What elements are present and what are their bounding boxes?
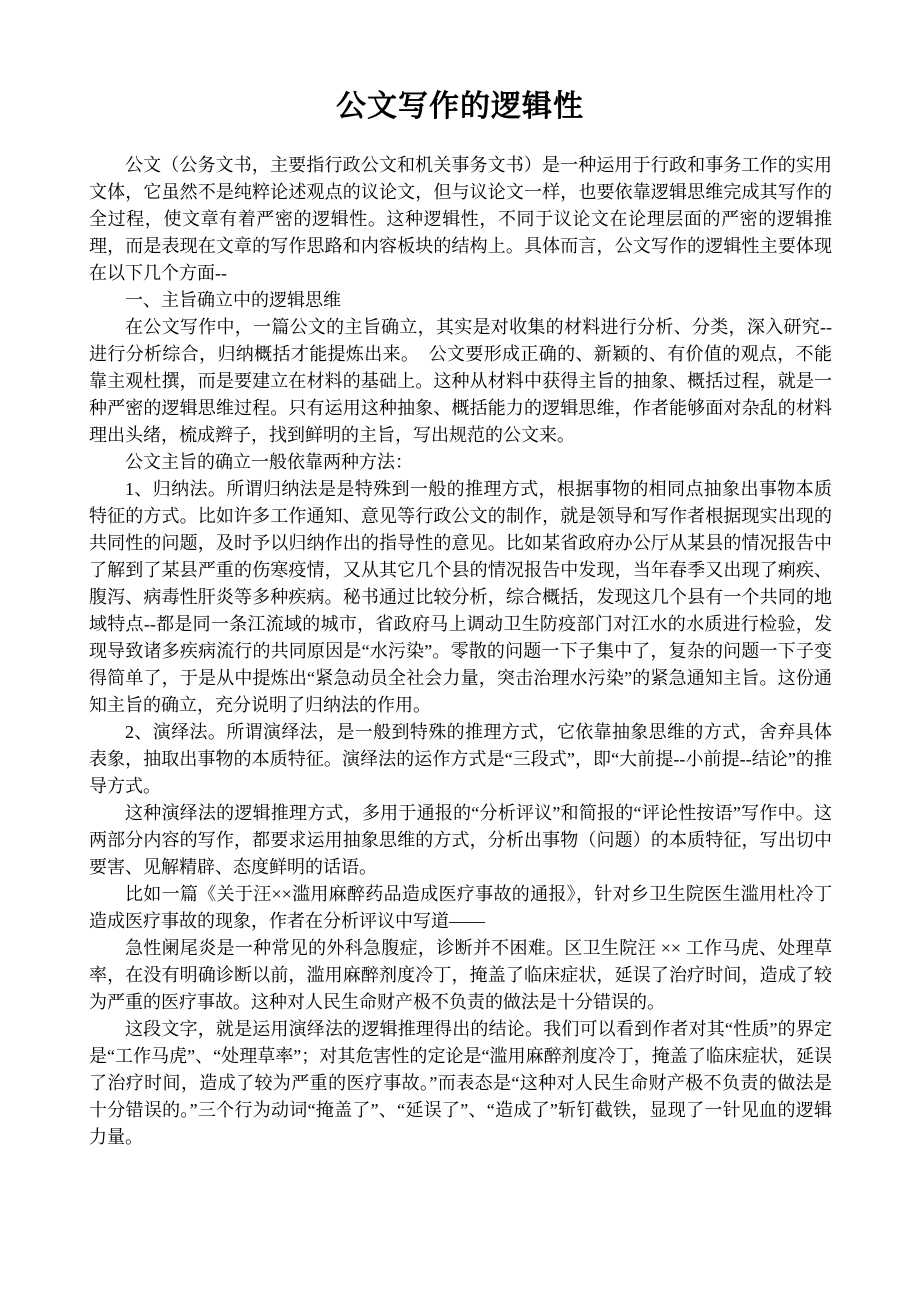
paragraph-intro: 公文（公务文书，主要指行政公文和机关事务文书）是一种运用于行政和事务工作的实用文体，它虽然不是纯粹论述观点的议论文，但与议论文一样，也要依靠逻辑思维完成其写作的全过程，使文章有着严密的逻辑性。这种逻辑性，不同于议论文在论理层面的严密的逻辑推理，而是表现在文章的写作思路和内容板块的结构上。具体而言，公文写作的逻辑性主要体现在以下几个方面--	[89, 155, 832, 283]
paragraph-deduction-method: 2、演绎法。所谓演绎法，是一般到特殊的推理方式，它依靠抽象思维的方式，舍弃具体表象，抽取出事物的本质特征。演绎法的运作方式是“三段式”，即“大前提--小前提--结论”的推导方式。	[89, 722, 832, 796]
paragraph-example-intro: 比如一篇《关于汪××滥用麻醉药品造成医疗事故的通报》，针对乡卫生院医生滥用杜冷丁造成医疗事故的现象，作者在分析评议中写道——	[89, 884, 832, 931]
section-1-heading: 一、主旨确立中的逻辑思维	[125, 290, 341, 310]
paragraph-induction-method: 1、归纳法。所谓归纳法是是特殊到一般的推理方式，根据事物的相同点抽象出事物本质特征的方式。比如许多工作通知、意见等行政公文的制作，就是领导和写作者根据现实出现的共同性的问题，及时予以归纳作出的指导性的意见。比如某省政府办公厅从某县的情况报告中了解到了某县严重的伤寒疫情，又从其它几个县的情况报告中发现，当年春季又出现了痢疾、腹泻、病毒性肝炎等多种疾病。秘书通过比较分析，综合概括，发现这几个县有一个共同的地域特点--都是同一条江流域的城市，省政府马上调动卫生防疫部门对江水的水质进行检验，发现导致诸多疾病流行的共同原因是“水污染”。零散的问题一下子集中了，复杂的问题一下子变得简单了，于是从中提炼出“紧急动员全社会力量，突击治理水污染”的紧急通知主旨。这份通知主旨的确立，充分说明了归纳法的作用。	[89, 479, 832, 715]
paragraph-two-methods-lead: 公文主旨的确立一般依靠两种方法：	[125, 452, 413, 472]
paragraph-subject-establishment: 在公文写作中，一篇公文的主旨确立，其实是对收集的材料进行分析、分类，深入研究--进行分析综合，归纳概括才能提炼出来。 公文要形成正确的、新颖的、有价值的观点，不能靠主观杜撰，而是要建立在材料的基础上。这种从材料中获得主旨的抽象、概括过程，就是一种严密的逻辑思维过程。只有运用这种抽象、概括能力的逻辑思维，作者能够面对杂乱的材料理出头绪，梳成辫子，找到鲜明的主旨，写出规范的公文来。	[89, 317, 832, 445]
paragraph-quoted-example: 急性阑尾炎是一种常见的外科急腹症，诊断并不困难。区卫生院汪 ×× 工作马虎、处理草率，在没有明确诊断以前，滥用麻醉剂度冷丁，掩盖了临床症状，延误了治疗时间，造成了较为严重的医疗事故。这种对人民生命财产极不负责的做法是十分错误的。	[89, 938, 832, 1012]
paragraph-conclusion-analysis: 这段文字，就是运用演绎法的逻辑推理得出的结论。我们可以看到作者对其“性质”的界定是“工作马虎”、“处理草率”；对其危害性的定论是“滥用麻醉剂度冷丁，掩盖了临床症状，延误了治疗时间，造成了较为严重的医疗事故。”而表态是“这种对人民生命财产极不负责的做法是十分错误的。”三个行为动词“掩盖了”、“延误了”、“造成了”斩钉截铁，显现了一针见血的逻辑力量。	[89, 1019, 832, 1147]
document-title: 公文写作的逻辑性	[336, 90, 584, 123]
document-body	[89, 152, 832, 1151]
paragraph-deduction-usage: 这种演绎法的逻辑推理方式，多用于通报的“分析评议”和简报的“评论性按语”写作中。这两部分内容的写作，都要求运用抽象思维的方式，分析出事物（问题）的本质特征，写出切中要害、见解精辟、态度鲜明的话语。	[89, 803, 832, 877]
